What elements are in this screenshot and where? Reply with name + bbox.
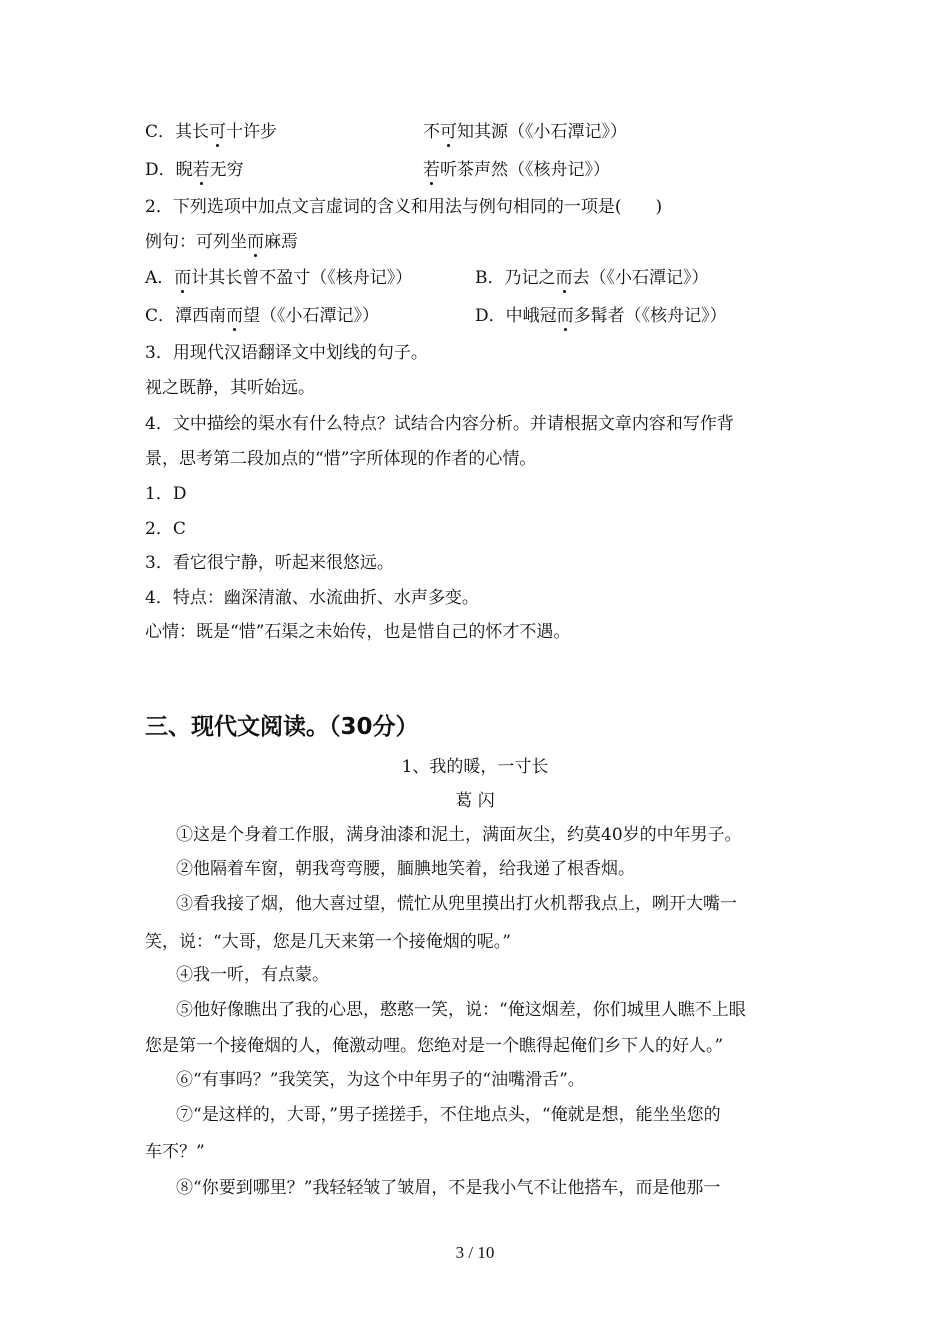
article-paragraph: ⑥“有事吗？”我笑笑，为这个中年男子的“油嘴滑舌”。 bbox=[176, 1070, 585, 1090]
q2-stem: 2．下列选项中加点文言虚词的含义和用法与例句相同的一项是( ) bbox=[145, 197, 663, 217]
article-paragraph: ①这是个身着工作服，满身油漆和泥土，满面灰尘，约莫40岁的中年男子。 bbox=[176, 825, 742, 845]
q2-option-b: B．乃记之而去（《小石潭记》） bbox=[475, 268, 709, 288]
article-paragraph: 笑，说：“大哥，您是几天来第一个接俺烟的呢。” bbox=[145, 932, 511, 952]
answer-line: 心情：既是“惜”石渠之未始传，也是惜自己的怀才不遇。 bbox=[145, 622, 571, 642]
q4-line-2: 景，思考第二段加点的“惜”字所体现的作者的心情。 bbox=[145, 449, 537, 469]
answer-line: 2．C bbox=[145, 519, 186, 539]
emphasis-dot-char: 而 bbox=[247, 232, 264, 252]
q3-stem: 3．用现代汉语翻译文中划线的句子。 bbox=[145, 343, 428, 363]
article-paragraph: ⑤他好像瞧出了我的心思，憨憨一笑，说：“俺这烟差，你们城里人瞧不上眼 bbox=[176, 1000, 746, 1020]
article-paragraph: 您是第一个接俺烟的人，俺激动哩。您绝对是一个瞧得起俺们乡下人的好人。” bbox=[145, 1036, 724, 1056]
emphasis-dot-char: 而 bbox=[556, 306, 574, 326]
answer-line: 4．特点：幽深清澈、水流曲折、水声多变。 bbox=[145, 588, 479, 608]
article-paragraph: 车不？” bbox=[145, 1142, 205, 1162]
q2-option-a: A．而计其长曾不盈寸（《核舟记》） bbox=[145, 268, 413, 288]
article-paragraph: ⑧“你要到哪里？”我轻轻皱了皱眉，不是我小气不让他搭车，而是他那一 bbox=[176, 1178, 721, 1198]
q1-option-d: D．睨若无穷 bbox=[145, 160, 244, 180]
q1-option-c: C．其长可十许步 bbox=[145, 122, 278, 142]
page-number: 3 / 10 bbox=[455, 1243, 495, 1262]
emphasis-dot-char: 可 bbox=[209, 122, 227, 142]
article-paragraph: ④我一听，有点蒙。 bbox=[176, 965, 329, 985]
q2-option-c: C．潭西南而望（《小石潭记》） bbox=[145, 306, 380, 326]
article-author: 葛 闪 bbox=[455, 791, 495, 811]
q4-line-1: 4．文中描绘的渠水有什么特点？试结合内容分析。并请根据文章内容和写作背 bbox=[145, 414, 734, 434]
q3-sentence: 视之既静，其听始远。 bbox=[145, 378, 315, 398]
article-paragraph: ②他隔着车窗，朝我弯弯腰，腼腆地笑着，给我递了根香烟。 bbox=[176, 859, 635, 879]
emphasis-dot-char: 而 bbox=[555, 268, 573, 288]
article-paragraph: ③看我接了烟，他大喜过望，慌忙从兜里摸出打火机帮我点上，咧开大嘴一 bbox=[176, 894, 737, 914]
q1-option-c-right: 不可知其源（《小石潭记》） bbox=[423, 122, 627, 142]
emphasis-dot-char: 而 bbox=[174, 268, 192, 288]
answer-line: 1．D bbox=[145, 484, 187, 504]
q2-example: 例句：可列坐而麻焉 bbox=[145, 232, 298, 252]
q1-option-d-right: 若听茶声然（《核舟记》） bbox=[423, 160, 610, 180]
q2-option-d: D．中峨冠而多髯者（《核舟记》） bbox=[475, 306, 727, 326]
section-heading: 三、现代文阅读。（30分） bbox=[145, 714, 419, 740]
article-title: 1、我的暖，一寸长 bbox=[401, 757, 549, 777]
emphasis-dot-char: 而 bbox=[226, 306, 244, 326]
answer-line: 3．看它很宁静，听起来很悠远。 bbox=[145, 553, 394, 573]
emphasis-dot-char: 若 bbox=[192, 160, 210, 180]
emphasis-dot-char: 可 bbox=[440, 122, 457, 142]
article-paragraph: ⑦“是这样的，大哥，”男子搓搓手，不住地点头，“俺就是想，能坐坐您的 bbox=[176, 1105, 721, 1125]
emphasis-dot-char: 若 bbox=[423, 160, 440, 180]
